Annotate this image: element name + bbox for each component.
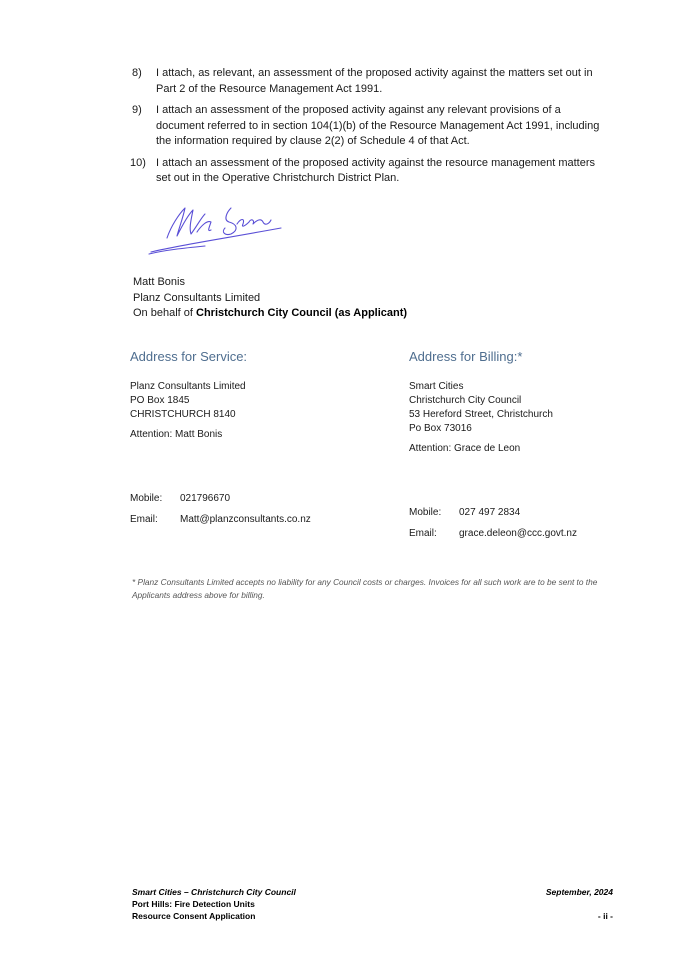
address-line: Planz Consultants Limited xyxy=(130,381,246,392)
billing-contact xyxy=(409,506,577,541)
mobile-value: 021796670 xyxy=(180,493,231,504)
list-text: I attach, as relevant, an assessment of the proposed activity against the matters set out in Part 2 of the Resource Management Act 1991. xyxy=(156,67,593,95)
list-text: I attach an assessment of the proposed activity against any relevant provisions of a document referred to in section 104(1)(b) of the Resource Management Act 1991, including the information required by clause 2(2) of Schedule 4 of that Act. xyxy=(156,104,600,147)
email-value: Matt@planzconsultants.co.nz xyxy=(180,514,311,525)
service-attention: Attention: Matt Bonis xyxy=(130,429,223,440)
signer-behalf xyxy=(133,306,407,322)
page-number: - ii - xyxy=(597,911,613,921)
liability-note: * Planz Consultants Limited accepts no liability for any Council costs or charges. Invoices for all such work are to be sent to the Applicants address above for billing. xyxy=(132,577,598,600)
behalf-prefix: On behalf of xyxy=(133,307,196,319)
service-contact xyxy=(130,492,311,527)
service-heading: Address for Service: xyxy=(130,349,248,364)
billing-heading: Address for Billing:* xyxy=(409,349,523,364)
email-label: Email: xyxy=(409,528,437,539)
email-value: grace.deleon@ccc.govt.nz xyxy=(459,528,577,539)
billing-address-section xyxy=(409,349,639,454)
page-footer xyxy=(132,886,613,922)
handwritten-signature xyxy=(145,196,285,258)
signer-block xyxy=(133,275,407,322)
mobile-label: Mobile: xyxy=(409,507,442,518)
address-line: Christchurch City Council xyxy=(409,395,522,406)
declaration-list xyxy=(130,66,610,193)
service-address-section xyxy=(130,349,390,440)
address-line: Smart Cities xyxy=(409,381,464,392)
mobile-row xyxy=(130,492,311,506)
list-item xyxy=(130,103,610,150)
mobile-label: Mobile: xyxy=(130,493,163,504)
billing-address xyxy=(409,380,639,436)
billing-attention: Attention: Grace de Leon xyxy=(409,443,521,454)
address-line: CHRISTCHURCH 8140 xyxy=(130,409,236,420)
service-address xyxy=(130,380,390,422)
list-text: I attach an assessment of the proposed activity against the resource management matters set out in the Operative Christchurch District Plan. xyxy=(156,156,596,184)
signer-company: Planz Consultants Limited xyxy=(133,291,261,304)
list-item xyxy=(130,156,610,187)
list-number: 10) xyxy=(130,156,146,169)
list-number: 8) xyxy=(132,67,142,79)
footer-date: September, 2024 xyxy=(545,887,613,897)
address-line: 53 Hereford Street, Christchurch xyxy=(409,409,553,420)
behalf-org: Christchurch City Council (as Applicant) xyxy=(196,307,408,319)
address-line: Po Box 73016 xyxy=(409,423,472,434)
email-row xyxy=(409,527,577,541)
footer-line-2: Port Hills: Fire Detection Units xyxy=(132,899,255,909)
list-number: 9) xyxy=(132,104,142,116)
footer-line-1: Smart Cities – Christchurch City Council xyxy=(132,887,296,897)
footer-line-3: Resource Consent Application xyxy=(132,911,256,921)
mobile-row xyxy=(409,506,577,520)
email-label: Email: xyxy=(130,514,158,525)
email-row xyxy=(130,513,311,527)
mobile-value: 027 497 2834 xyxy=(459,507,521,518)
signer-name: Matt Bonis xyxy=(133,276,185,288)
address-line: PO Box 1845 xyxy=(130,395,190,406)
list-item xyxy=(130,66,610,97)
